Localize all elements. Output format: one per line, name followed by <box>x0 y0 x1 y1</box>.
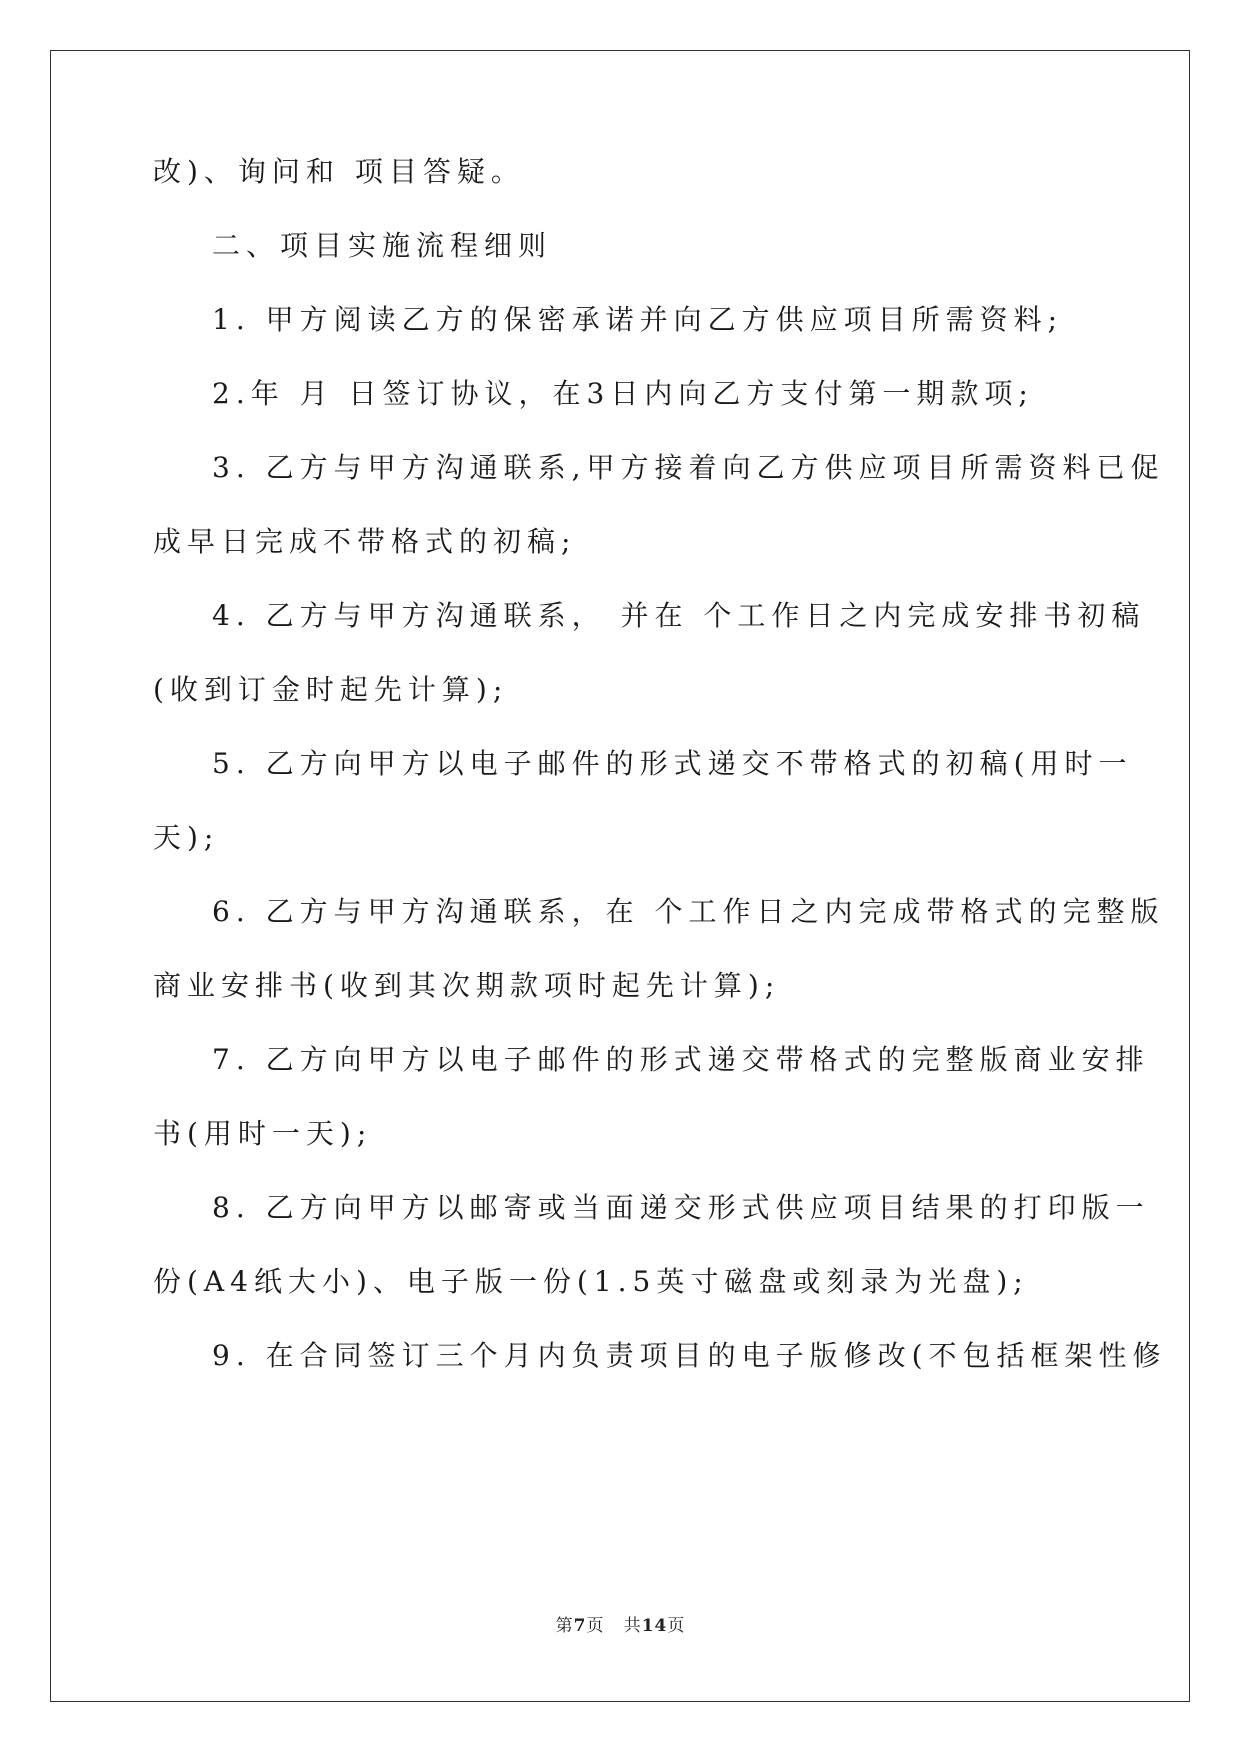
page-border <box>50 50 1190 1702</box>
text-line: 9. 在合同签订三个月内负责项目的电子版修改(不包括框架性修 <box>212 1339 1167 1372</box>
text-line: 2.年 月 日签订协议，在3日内向乙方支付第一期款项; <box>212 377 1034 410</box>
page-number: 7 <box>573 1616 587 1636</box>
text-line: 1. 甲方阅读乙方的保密承诺并向乙方供应项目所需资料; <box>212 303 1064 336</box>
text-line: (收到订金时起先计算); <box>153 673 509 706</box>
text-line: 商业安排书(收到其次期款项时起先计算); <box>153 969 781 1002</box>
text-line: 5. 乙方向甲方以电子邮件的形式递交不带格式的初稿(用时一 <box>212 747 1133 780</box>
section-heading: 二、项目实施流程细则 <box>212 229 553 262</box>
text-line: 书(用时一天); <box>153 1117 373 1150</box>
page-footer <box>0 1614 1241 1638</box>
text-line: 4. 乙方与甲方沟通联系， 并在 个工作日之内完成安排书初稿 <box>212 599 1146 632</box>
text-line: 份(A4纸大小)、电子版一份(1.5英寸磁盘或刻录为光盘); <box>153 1265 1029 1298</box>
footer-prefix: 第 <box>555 1616 574 1636</box>
footer-total-suffix: 页 <box>667 1616 686 1636</box>
text-line: 7. 乙方向甲方以电子邮件的形式递交带格式的完整版商业安排 <box>212 1043 1150 1076</box>
page-total: 14 <box>641 1616 668 1636</box>
text-line: 成早日完成不带格式的初稿; <box>153 525 577 558</box>
text-line: 改)、询问和 项目答疑。 <box>153 155 525 188</box>
text-line: 8. 乙方向甲方以邮寄或当面递交形式供应项目结果的打印版一 <box>212 1191 1150 1224</box>
text-line: 3. 乙方与甲方沟通联系,甲方接着向乙方供应项目所需资料已促 <box>212 451 1165 484</box>
text-line: 6. 乙方与甲方沟通联系，在 个工作日之内完成带格式的完整版 <box>212 895 1165 928</box>
text-line: 天); <box>153 821 220 854</box>
footer-page-suffix: 页 <box>586 1616 605 1636</box>
footer-total-prefix: 共 <box>623 1616 642 1636</box>
